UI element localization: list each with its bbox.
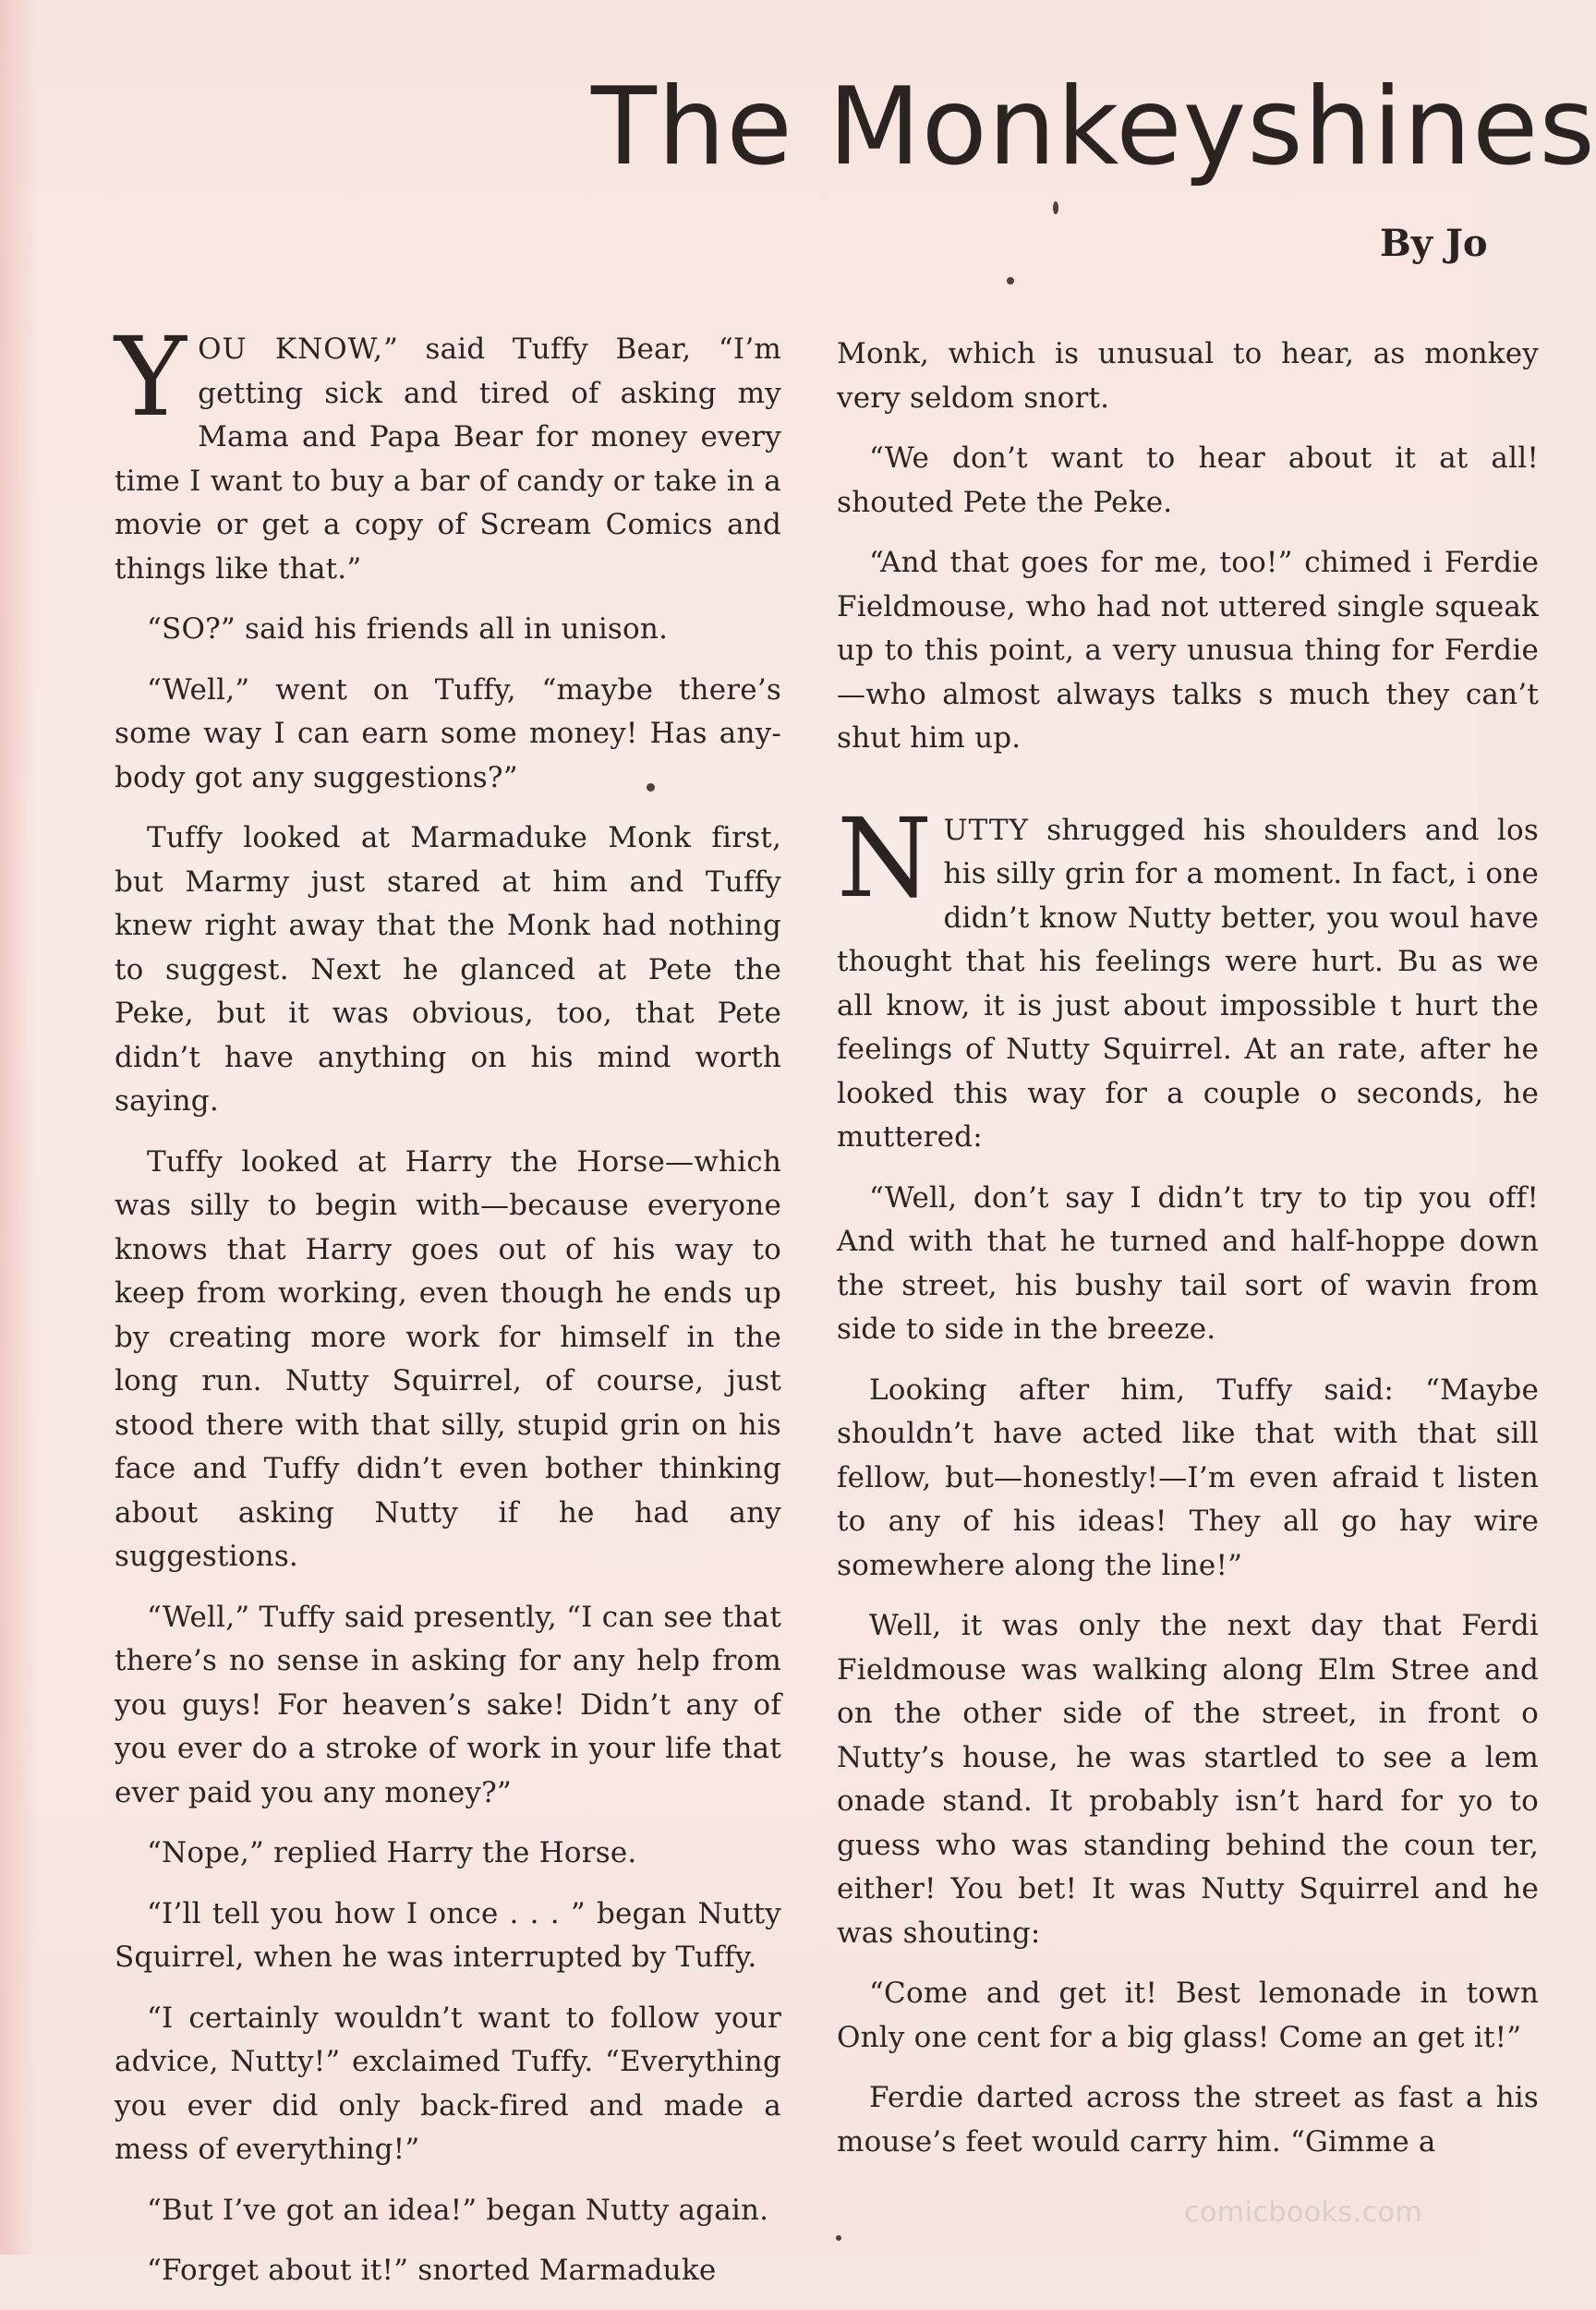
page-edge-shading — [0, 0, 37, 2255]
paragraph: “Come and get it! Best lemonade in town Only one cent for a big glass! Come an get it!” — [837, 1977, 1539, 2054]
paragraph: “SO?” said his friends all in unison. — [147, 612, 669, 646]
story-title: The Monkeyshines — [591, 65, 1596, 189]
drop-cap-letter: Y — [115, 313, 187, 441]
paragraph: “Well,” went on Tuffy, “maybe there’s some way I can earn some money! Has any-body got any suggestions?” — [115, 672, 781, 794]
paragraph: “Well, don’t say I didn’t try to tip you off! And with that he turned and half-hoppe down the street, his bushy tail sort of wavin from side to side in the breeze. — [837, 1180, 1539, 1346]
paragraph-opening — [115, 313, 781, 591]
paragraph: “Nope,” replied Harry the Horse. — [147, 1836, 637, 1869]
paragraph: Tuffy looked at Harry the Horse—which was silly to begin with—because everyone knows that Harry goes out of his way to keep from working, even though he ends up by creating more work for himself in the long run. Nutty Squirrel, of course, just stood there with that silly, stupid grin on his face and Tuffy didn’t even bother thinking about asking Nutty if he had any suggestions. — [115, 1144, 781, 1573]
ink-speck — [1053, 201, 1058, 214]
paragraph: “Forget about it!” snorted Marmaduke — [147, 2254, 717, 2287]
paragraph: “I’ll tell you how I once . . . ” began Nutty Squirrel, when he was interrupted by Tuffy. — [115, 1896, 781, 1974]
section-small-caps: UTTY — [943, 813, 1029, 847]
section-text: shrugged his shoulders and los his silly grin for a moment. In fact, i one didn’t know Nutty better, you woul have thought that his feelings were hurt. Bu as we all know, it is just about impossible t hurt the feelings of Nutty Squirrel. At an rate, after he looked this way for a couple o seconds, he muttered: — [837, 813, 1539, 1154]
paragraph: Ferdie darted across the street as fast a his mouse’s feet would carry him. “Gimme a — [837, 2081, 1539, 2159]
paragraph-section-opening — [837, 793, 1539, 1160]
opening-text: ” said Tuffy Bear, “I’m getting sick and tired of asking my Mama and Papa Bear for money every time I want to buy a bar of candy or take in a movie or get a copy of Scream Comics and things like that.” — [115, 333, 781, 586]
paragraph: Tuffy looked at Marmaduke Monk first, but Marmy just stared at him and Tuffy knew right away that the Monk had nothing to suggest. Next he glanced at Pete the Peke, but it was obvious, too, that Pete didn’t have anything on his mind worth saying. — [115, 821, 781, 1118]
paragraph: “And that goes for me, too!” chimed i Ferdie Fieldmouse, who had not uttered single squeak up to this point, a very unusua thing for Ferdie—who almost always talks s much they can’t shut him up. — [837, 546, 1539, 755]
ink-speck — [836, 2235, 841, 2241]
left-text-column — [115, 313, 781, 2310]
opening-small-caps: OU KNOW, — [198, 333, 383, 366]
story-byline: By Jo — [1380, 222, 1488, 265]
paragraph: “But I’ve got an idea!” began Nutty again. — [147, 2193, 769, 2227]
paragraph: Well, it was only the next day that Ferdi Fieldmouse was walking along Elm Stree and on the other side of the street, in front o Nutty’s house, he was startled to see a lem onade stand. It probably isn’t hard for yo to guess who was standing behind the coun ter, either! You bet! It was Nutty Squirrel and he was shouting: — [837, 1609, 1539, 1950]
right-text-column — [837, 333, 1539, 2181]
paragraph: “I certainly wouldn’t want to follow your advice, Nutty!” exclaimed Tuffy. “Everything you ever did only back-fired and made a mess of everything!” — [115, 2001, 781, 2166]
ink-speck — [1007, 277, 1014, 284]
site-watermark: comicbooks.com — [1184, 2196, 1423, 2229]
paragraph: “We don’t want to hear about it at all! shouted Pete the Peke. — [837, 441, 1539, 519]
paragraph: “Well,” Tuffy said presently, “I can see that there’s no sense in asking for any help from you guys! For heaven’s sake! Didn’t any of you ever do a stroke of work in your life that ever paid you any money?” — [115, 1600, 781, 1809]
paragraph-continued: Monk, which is unusual to hear, as monkey very seldom snort. — [837, 337, 1539, 415]
ink-speck — [647, 783, 655, 792]
drop-cap-letter: N — [837, 793, 933, 922]
paragraph: Looking after him, Tuffy said: “Maybe shouldn’t have acted like that with that sill fellow, but—honestly!—I’m even afraid t listen to any of his ideas! They all go hay wire somewhere along the line!” — [837, 1373, 1539, 1582]
